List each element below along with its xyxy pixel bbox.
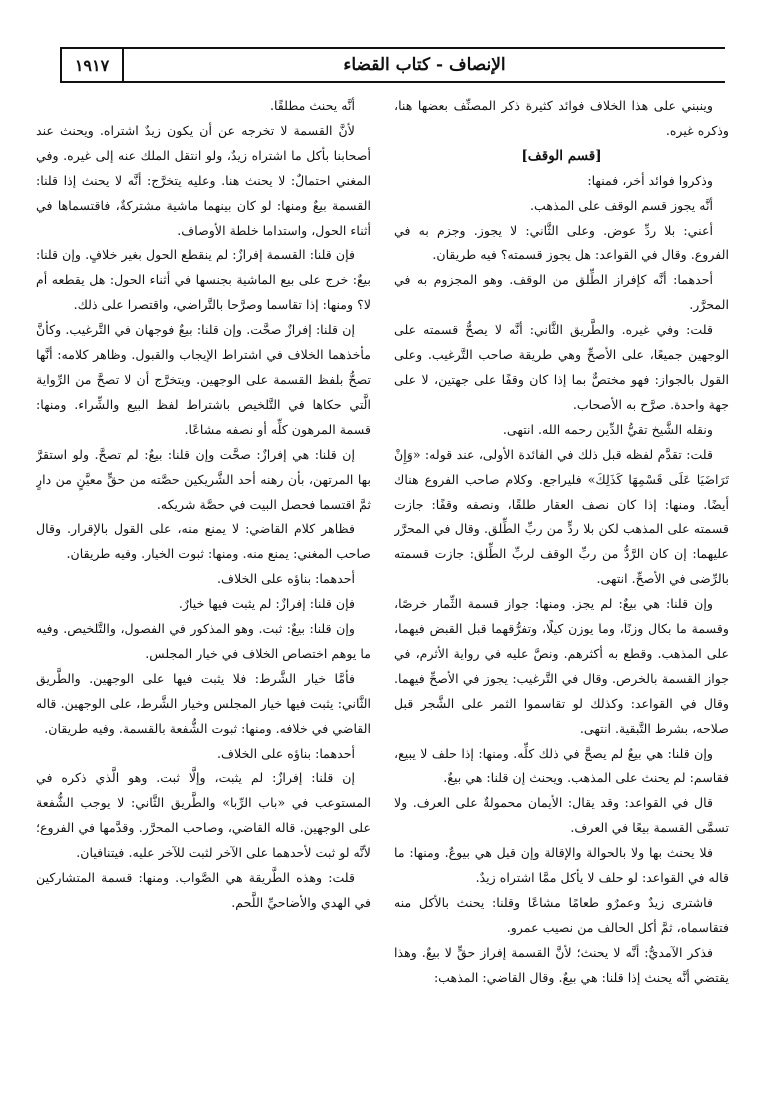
paragraph: وإن قلنا: بيعٌ: ثبت. وهو المذكور في الفصول، والتَّلخيص. وفيه ما يوهم اختصاص الخلاف في خيار المجلس. xyxy=(36,621,371,661)
paragraph: إن قلنا: إفرازٌ: لم يثبت، وإلَّا ثبت. وهو الَّذي ذكره في المستوعب في «باب الرِّبا» والطَّريق الثَّاني: لا يوجب الشُّفعة على الوجهين. قاله القاضي، وصاحب المحرَّر. وقدَّمها في الفروع؛ لأنَّه لو ثبت لأحدهما على الآخر لثبت للآخر عليه. فيتنافيان. xyxy=(36,770,371,861)
paragraph: أحدهما: أنَّه كإفراز الطِّلق من الوقف. وهو المجزوم به في المحرَّر. xyxy=(394,272,729,313)
paragraph: قلت: وهذه الطَّريقة هي الصَّواب. ومنها: قسمة المتشاركين في الهدي والأضاحيِّ اللَّحم. xyxy=(36,870,371,910)
paragraph: فذكر الآمديُّ: أنَّه لا يحنث؛ لأنَّ القسمة إفراز حقٍّ لا بيعٌ. وهذا يقتضي أنَّه يحنث إذا قلنا: هي بيعٌ. وقال القاضي: المذهب: xyxy=(394,944,729,985)
running-title: الإنصاف - كتاب القضاء xyxy=(343,55,506,75)
paragraph: قلت: وفي غيره. والطَّريق الثَّاني: أنَّه لا يصحُّ قسمته على الوجهين جميعًا، على الأصحِّ وهي طريقة صاحب التَّرغيب. وعلى القول بالجواز: فهو مختصٌّ بما إذا كان وقفًا على جهتين، لا على جهة واحدة. صرَّح به الأصحاب. xyxy=(394,322,729,412)
paragraph: وإن قلنا: هي بيعٌ لم يصحَّ في ذلك كلِّه. ومنها: إذا حلف لا يبيع، فقاسم: لم يحنث على المذهب. ويحنث إن قلنا: هي بيعٌ. xyxy=(394,745,729,786)
paragraph: أعني: بلا ردِّ عوض. وعلى الثَّاني: لا يجوز. وجزم به في الفروع. وقال في القواعد: هل يجوز قسمته؟ فيه طريقان. xyxy=(394,222,729,263)
paragraph: أنَّه يجوز قسم الوقف على المذهب. xyxy=(530,197,713,213)
paragraph: أحدهما: بناؤه على الخلاف. xyxy=(217,745,355,761)
paragraph: فأمَّا خيار الشَّرط: فلا يثبت فيها على الوجهين. والطَّريق الثَّاني: يثبت فيها خيار المجلس وخيار الشَّرط، على الوجهين. قاله القاضي في خلافه. ومنها: ثبوت الشُّفعة بالقسمة. وفيه طريقان. xyxy=(36,670,371,736)
page-number: ١٩١٧ xyxy=(60,49,124,81)
paragraph: إن قلنا: هي إفرازٌ: صحَّت وإن قلنا: بيعٌ: لم تصحَّ. ولو استقرَّ بها المرتهن، بأن رهنه أحد الشَّريكين حصَّته من حقٍّ معيَّنٍ من دارٍ ثمَّ اقتسما فحصل البيت في حصَّة شريكه. xyxy=(36,446,371,512)
text-columns xyxy=(36,94,729,1094)
left-column xyxy=(36,94,371,1094)
paragraph: لأنَّ القسمة لا تخرجه عن أن يكون زيدٌ اشتراه. ويحنث عند أصحابنا بأكل ما اشتراه زيدٌ، ولو انتقل الملك عنه إلى غيره. وفي المغني احتمالٌ: لا يحنث هنا. وعليه يتخرَّج: أنَّه لا يحنث إذا قلنا: القسمة بيعٌ ومنها: لو كان بينهما ماشية مشتركةٌ، فاقتسماها في أثناء الحول، واستداما خلطة الأوصاف. xyxy=(36,122,371,238)
paragraph: ونقله الشَّيخ تقيُّ الدِّين رحمه الله. انتهى. xyxy=(502,421,713,437)
paragraph: قلت: تقدَّم لفظه قبل ذلك في الفائدة الأولى، عند قوله: «وَإِنْ تَرَاضَيَا عَلَى قَسْمِهَا كَذَلِكَ» فليراجع. وكلام صاحب الفروع هناك أيضًا. ومنها: إذا كان نصف العقار طلقًا، ونصفه وقفًا: جازت قسمته على المذهب لكن بلا ردٍّ من ربِّ الطِّلق. وقال في المحرَّر عليهما: إن كان الرَّدُّ من ربِّ الوقف لربِّ الطِّلق: جازت قسمته بالرِّضى في الأصحِّ. انتهى. xyxy=(394,446,729,587)
page-header xyxy=(60,47,725,83)
right-column xyxy=(394,94,729,1094)
paragraph: وذكروا فوائد أخر، فمنها: xyxy=(587,172,713,188)
paragraph: أنَّه يحنث مطلقًا. xyxy=(269,98,355,113)
paragraph: فظاهر كلام القاضي: لا يمنع منه، على القول بالإقرار. وقال صاحب المغني: يمنع منه. ومنها: ثبوت الخيار. وفيه طريقان. xyxy=(36,521,371,562)
section-heading: [قسم الوقف] xyxy=(521,147,602,164)
paragraph: قال في القواعد: وقد يقال: الأيمان محمولةٌ على العرف. ولا تسمَّى القسمة بيعًا في العرف. xyxy=(394,795,729,836)
paragraph: أحدهما: بناؤه على الخلاف. xyxy=(217,571,355,587)
paragraph: إن قلنا: إفرازٌ صحَّت. وإن قلنا: بيعٌ فوجهان في التَّرغيب. وكأنَّ مأخذهما الخلاف في اشتراط الإيجاب والقبول. وظاهر كلامه: أنَّها تصحُّ بلفظ القسمة على الوجهين. ويتخرَّج أن لا تصحَّ من الرِّواية الَّتي حكاها في التَّلخيص باشتراط لفظ البيع والشِّراء. ومنها: قسمة المرهون كلِّه أو نصفه مشاعًا. xyxy=(36,322,371,437)
paragraph: فإن قلنا: القسمة إفرازٌ: لم ينقطع الحول بغير خلافٍ. وإن قلنا: بيعٌ: خرج على بيع الماشية بجنسها في أثناء الحول: هل يقطعه أم لا؟ ومنها: إذا تقاسما وصرَّحا بالتَّراضي، واقتصرا على ذلك. xyxy=(36,247,371,313)
paragraph: فإن قلنا: إفرازٌ: لم يثبت فيها خيارٌ. xyxy=(178,596,355,612)
paragraph: فاشترى زيدٌ وعمرٌو طعامًا مشاعًا وقلنا: يحنث بالأكل منه فتقاسماه، ثمَّ أكل الحالف من نصيب عمرو. xyxy=(394,895,729,935)
paragraph: فلا يحنث بها ولا بالحوالة والإقالة وإن قيل هي بيوعٌ. ومنها: ما قاله في القواعد: لو حلف لا يأكل ممَّا اشتراه زيدٌ. xyxy=(394,845,729,886)
paragraph: وينبني على هذا الخلاف فوائد كثيرة ذكر المصنِّف بعضها هنا، وذكره غيره. xyxy=(394,98,729,138)
paragraph: وإن قلنا: هي بيعٌ: لم يجز. ومنها: جواز قسمة الثِّمار خرصًا، وقسمة ما بكال وزنًا، وما يوزن كيلًا، وتفرُّقهما قبل القبض فيهما، على المذهب. وقطع به أكثرهم. ونصَّ عليه في رواية الأثرم، في جواز القسمة بالخرص. وقال في التَّرغيب: يجوز في الأصحِّ فيهما. وقال في القواعد: وكذلك لو تقاسموا الثمر على الشَّجر قبل صلاحه، بشرط التَّبقية. انتهى. xyxy=(394,596,729,736)
